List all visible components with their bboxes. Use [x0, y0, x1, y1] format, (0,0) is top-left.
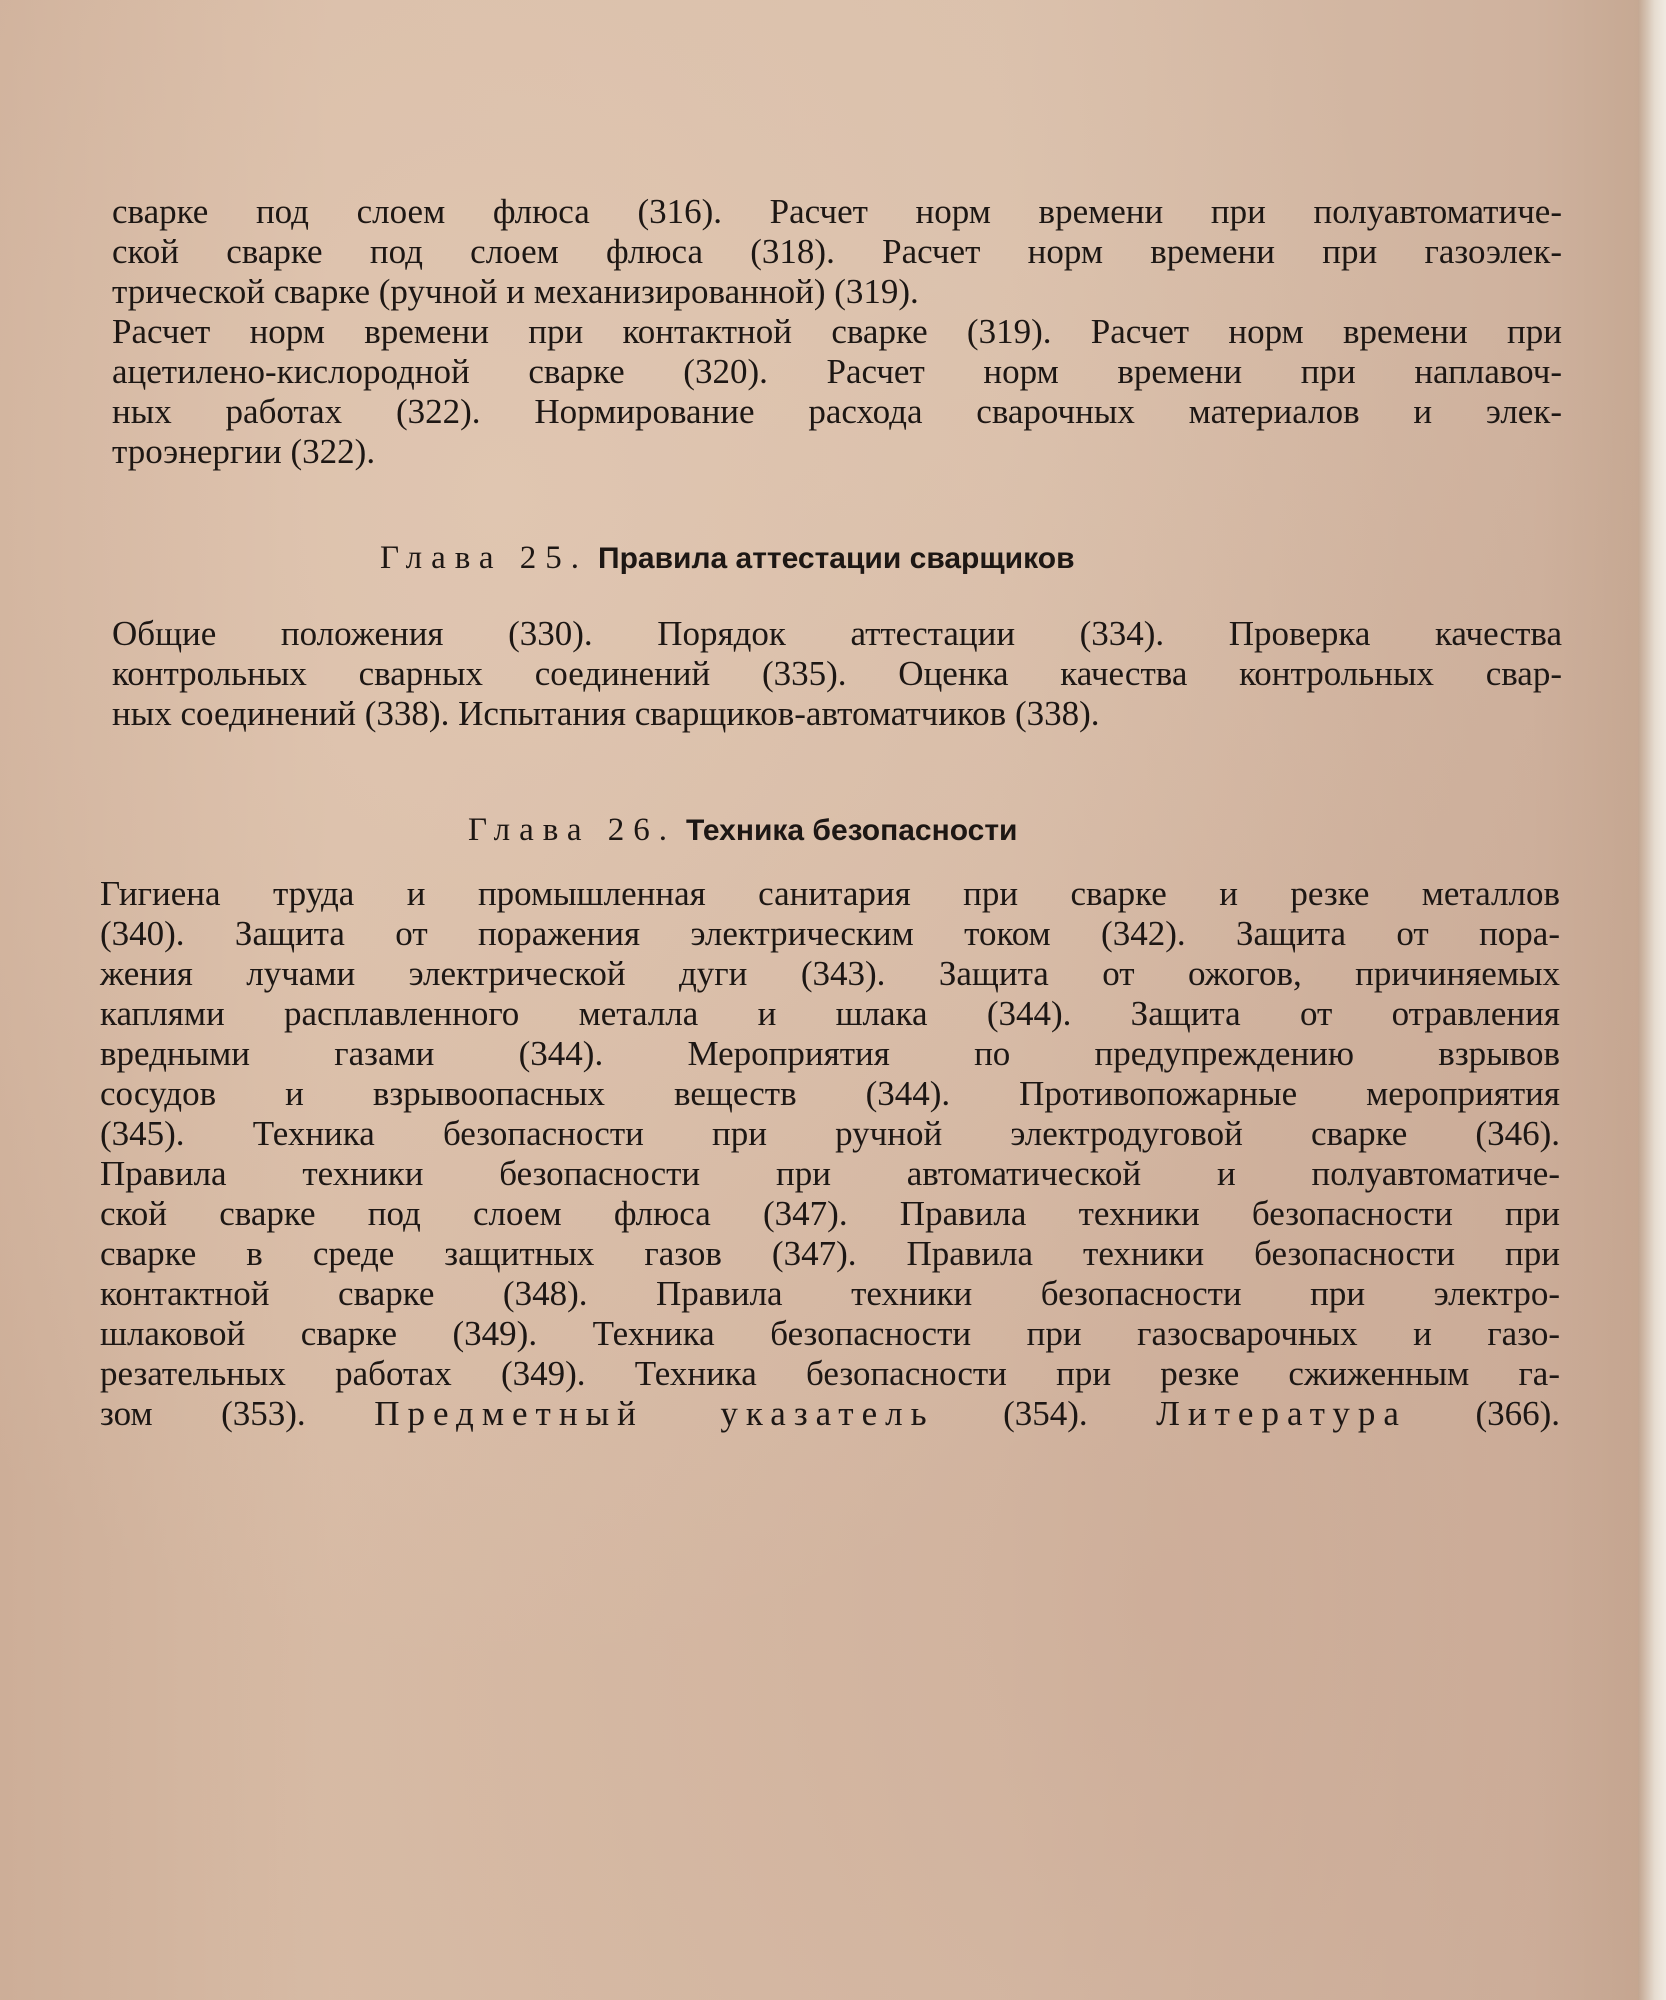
- text-line: трической сварке (ручной и механизированной) (319).: [112, 272, 919, 311]
- text-line: Общие положения (330). Порядок аттестации (334). Проверка качества: [112, 614, 1562, 653]
- text-line: каплями расплавленного металла и шлака (344). Защита от отравления: [100, 994, 1560, 1033]
- text-line: (345). Техника безопасности при ручной электродуговой сварке (346).: [100, 1114, 1560, 1153]
- text-line: зом (353).: [100, 1394, 306, 1433]
- text-line: резательных работах (349). Техника безопасности при резке сжиженным га-: [100, 1354, 1560, 1393]
- text-line: ской сварке под слоем флюса (318). Расчет норм времени при газоэлек-: [112, 232, 1562, 271]
- text-line: вредными газами (344). Мероприятия по предупреждению взрывов: [100, 1034, 1560, 1073]
- index-line: [100, 1394, 1560, 1434]
- chapter-26-paragraph: [100, 874, 1560, 1434]
- text-line: Правила техники безопасности при автоматической и полуавтоматиче-: [100, 1154, 1560, 1193]
- chapter-25-heading: [380, 538, 1075, 579]
- chapter-title: Правила аттестации сварщиков: [598, 542, 1075, 575]
- chapter-label: Глава 25.: [380, 540, 589, 576]
- text-line: сварке в среде защитных газов (347). Правила техники безопасности при: [100, 1234, 1560, 1273]
- text-line: жения лучами электрической дуги (343). Защита от ожогов, причиняемых: [100, 954, 1560, 993]
- text-line: сосудов и взрывоопасных веществ (344). Противопожарные мероприятия: [100, 1074, 1560, 1113]
- chapter-25-paragraph: [112, 614, 1562, 734]
- text-line: контактной сварке (348). Правила техники безопасности при электро-: [100, 1274, 1560, 1313]
- subject-index-page: (354).: [1003, 1394, 1088, 1433]
- subject-index-label: Предметный указатель: [374, 1394, 935, 1433]
- text-line: Расчет норм времени при контактной сварке (319). Расчет норм времени при: [112, 312, 1562, 351]
- page-edge: [1638, 0, 1666, 2000]
- text-line: ацетилено-кислородной сварке (320). Расчет норм времени при наплавоч-: [112, 352, 1562, 391]
- chapter-title: Техника безопасности: [686, 814, 1018, 847]
- text-line: шлаковой сварке (349). Техника безопасности при газосварочных и газо-: [100, 1314, 1560, 1353]
- text-line: контрольных сварных соединений (335). Оценка качества контрольных свар-: [112, 654, 1562, 693]
- text-line: Гигиена труда и промышленная санитария при сварке и резке металлов: [100, 874, 1560, 913]
- literature-label: Литература: [1156, 1394, 1407, 1433]
- chapter-26-heading: [468, 810, 1017, 851]
- section-top-paragraph: [112, 192, 1562, 472]
- text-line: ных соединений (338). Испытания сварщиков-автоматчиков (338).: [112, 694, 1100, 733]
- text-line: троэнергии (322).: [112, 432, 376, 471]
- text-line: ской сварке под слоем флюса (347). Правила техники безопасности при: [100, 1194, 1560, 1233]
- literature-page: (366).: [1475, 1394, 1561, 1433]
- text-line: ных работах (322). Нормирование расхода сварочных материалов и элек-: [112, 392, 1562, 431]
- text-line: (340). Защита от поражения электрическим током (342). Защита от пора-: [100, 914, 1560, 953]
- text-line: сварке под слоем флюса (316). Расчет норм времени при полуавтоматиче-: [112, 192, 1562, 231]
- chapter-label: Глава 26.: [468, 812, 677, 848]
